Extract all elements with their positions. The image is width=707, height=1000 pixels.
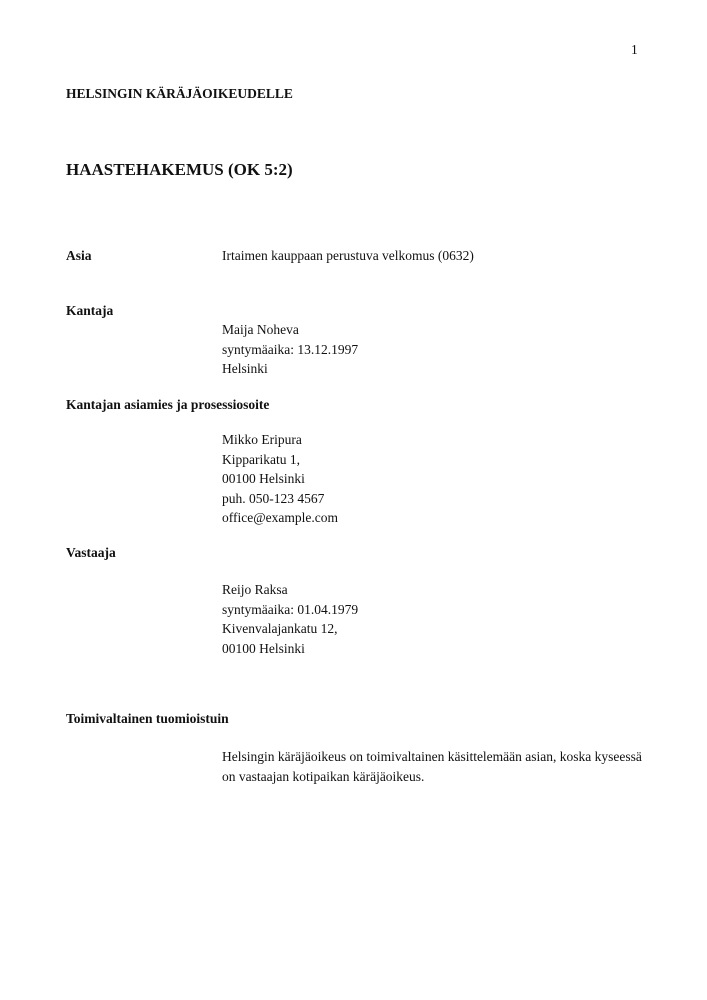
vastaaja-postal: 00100 Helsinki xyxy=(222,640,305,656)
kantaja-details xyxy=(222,320,358,379)
asia-value: Irtaimen kauppaan perustuva velkomus (0632) xyxy=(222,248,474,263)
kantaja-birthdate: syntymäaika: 13.12.1997 xyxy=(222,341,359,357)
asiamies-postal: 00100 Helsinki xyxy=(222,471,305,486)
vastaaja-street: Kivenvalajankatu 12, xyxy=(222,621,338,636)
asiamies-name: Mikko Eripura xyxy=(222,432,302,447)
asiamies-details xyxy=(222,430,338,528)
asiamies-email: office@example.com xyxy=(222,510,339,525)
document-title: HAASTEHAKEMUS (OK 5:2) xyxy=(66,160,293,179)
court-header: HELSINGIN KÄRÄJÄOIKEUDELLE xyxy=(66,86,293,101)
kantaja-label: Kantaja xyxy=(66,303,114,318)
vastaaja-name: Reijo Raksa xyxy=(222,582,288,597)
tuomioistuin-text: Helsingin käräjäoikeus on toimivaltainen käsittelemään asian, koska kyseessä on vastaajan kotipaikan käräjäoikeus. xyxy=(222,749,642,784)
vastaaja-label: Vastaaja xyxy=(66,545,116,560)
vastaaja-birthdate: syntymäaika: 01.04.1979 xyxy=(222,601,359,617)
kantaja-name: Maija Noheva xyxy=(222,322,299,337)
asia-label: Asia xyxy=(66,248,92,263)
tuomioistuin-label: Toimivaltainen tuomioistuin xyxy=(66,711,229,726)
vastaaja-details xyxy=(222,580,358,658)
kantaja-city: Helsinki xyxy=(222,361,268,376)
asiamies-phone: puh. 050-123 4567 xyxy=(222,490,325,506)
page-number: 1 xyxy=(631,42,638,57)
asiamies-street: Kipparikatu 1, xyxy=(222,451,300,467)
asiamies-label: Kantajan asiamies ja prosessiosoite xyxy=(66,397,270,412)
